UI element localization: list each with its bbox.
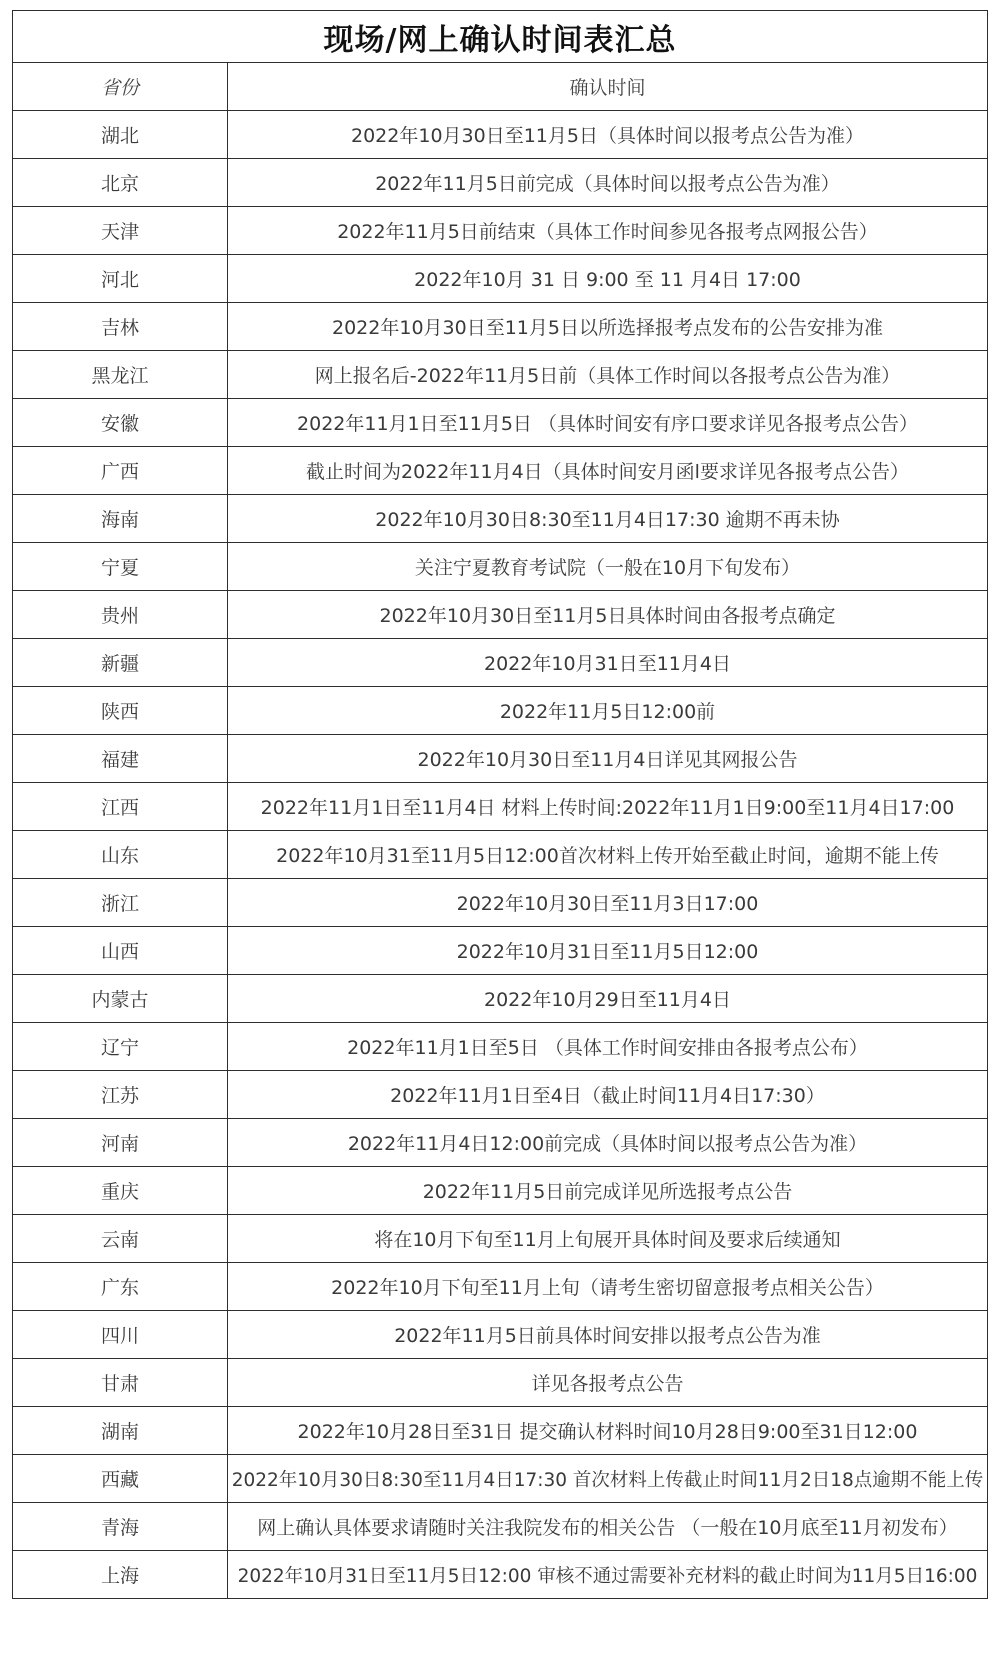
province-cell: 海南 [13, 495, 228, 543]
province-cell: 广西 [13, 447, 228, 495]
confirmation-time-cell: 2022年10月 31 日 9:00 至 11 月4日 17:00 [228, 255, 988, 303]
table-row [13, 831, 988, 879]
province-column-header: 省份 [13, 63, 228, 111]
confirmation-time-cell: 2022年10月30日至11月5日（具体时间以报考点公告为准） [228, 111, 988, 159]
table-body [13, 111, 988, 1599]
table-row [13, 255, 988, 303]
table-row [13, 303, 988, 351]
confirmation-time-cell: 2022年11月5日前完成详见所选报考点公告 [228, 1167, 988, 1215]
table-row [13, 447, 988, 495]
confirmation-time-cell: 详见各报考点公告 [228, 1359, 988, 1407]
confirmation-time-cell: 网上报名后-2022年11月5日前（具体工作时间以各报考点公告为准） [228, 351, 988, 399]
table-row [13, 975, 988, 1023]
province-cell: 辽宁 [13, 1023, 228, 1071]
confirmation-time-cell: 2022年11月1日至4日（截止时间11月4日17:30） [228, 1071, 988, 1119]
confirmation-time-cell: 2022年10月下旬至11月上旬（请考生密切留意报考点相关公告） [228, 1263, 988, 1311]
province-cell: 山西 [13, 927, 228, 975]
table-row [13, 111, 988, 159]
province-cell: 浙江 [13, 879, 228, 927]
confirmation-time-cell: 2022年11月1日至11月5日 （具体时间安有序口要求详见各报考点公告） [228, 399, 988, 447]
time-column-header: 确认时间 [228, 63, 988, 111]
province-cell: 河南 [13, 1119, 228, 1167]
table-row [13, 687, 988, 735]
table-row [13, 639, 988, 687]
table-row [13, 351, 988, 399]
province-cell: 四川 [13, 1311, 228, 1359]
table-row [13, 1359, 988, 1407]
table-row [13, 879, 988, 927]
confirmation-time-cell: 2022年10月30日至11月3日17:00 [228, 879, 988, 927]
confirmation-time-cell: 2022年10月30日至11月5日具体时间由各报考点确定 [228, 591, 988, 639]
table-row [13, 1551, 988, 1599]
header-row [13, 63, 988, 111]
province-cell: 黑龙江 [13, 351, 228, 399]
table-row [13, 1263, 988, 1311]
confirmation-time-cell: 2022年10月29日至11月4日 [228, 975, 988, 1023]
province-cell: 福建 [13, 735, 228, 783]
table-row [13, 159, 988, 207]
table-row [13, 1215, 988, 1263]
confirmation-time-cell: 2022年10月31至11月5日12:00首次材料上传开始至截止时间，逾期不能上传 [228, 831, 988, 879]
confirmation-time-cell: 2022年11月5日前完成（具体时间以报考点公告为准） [228, 159, 988, 207]
province-cell: 北京 [13, 159, 228, 207]
province-cell: 山东 [13, 831, 228, 879]
table-row [13, 399, 988, 447]
confirmation-time-cell: 网上确认具体要求请随时关注我院发布的相关公告 （一般在10月底至11月初发布） [228, 1503, 988, 1551]
province-cell: 安徽 [13, 399, 228, 447]
province-cell: 河北 [13, 255, 228, 303]
province-cell: 陕西 [13, 687, 228, 735]
province-cell: 江苏 [13, 1071, 228, 1119]
confirmation-time-cell: 2022年11月5日前结束（具体工作时间参见各报考点网报公告） [228, 207, 988, 255]
confirmation-time-cell: 2022年10月31日至11月5日12:00 [228, 927, 988, 975]
confirmation-time-cell: 关注宁夏教育考试院（一般在10月下旬发布） [228, 543, 988, 591]
table-row [13, 1503, 988, 1551]
confirmation-schedule-table [12, 10, 988, 1599]
confirmation-time-cell: 2022年10月31日至11月4日 [228, 639, 988, 687]
province-cell: 湖北 [13, 111, 228, 159]
province-cell: 湖南 [13, 1407, 228, 1455]
province-cell: 天津 [13, 207, 228, 255]
confirmation-time-cell: 2022年11月4日12:00前完成（具体时间以报考点公告为准） [228, 1119, 988, 1167]
province-cell: 重庆 [13, 1167, 228, 1215]
province-cell: 甘肃 [13, 1359, 228, 1407]
table-row [13, 207, 988, 255]
table-row [13, 1455, 988, 1503]
table-row [13, 1407, 988, 1455]
table-row [13, 783, 988, 831]
table-row [13, 495, 988, 543]
province-cell: 西藏 [13, 1455, 228, 1503]
confirmation-time-cell: 2022年10月30日8:30至11月4日17:30 首次材料上传截止时间11月2日18点逾期不能上传 [228, 1455, 988, 1503]
province-cell: 江西 [13, 783, 228, 831]
province-cell: 贵州 [13, 591, 228, 639]
province-cell: 上海 [13, 1551, 228, 1599]
table-row [13, 1167, 988, 1215]
confirmation-time-cell: 2022年10月30日至11月5日以所选择报考点发布的公告安排为准 [228, 303, 988, 351]
province-cell: 宁夏 [13, 543, 228, 591]
confirmation-time-cell: 2022年10月31日至11月5日12:00 审核不通过需要补充材料的截止时间为11月5日16:00 [228, 1551, 988, 1599]
confirmation-time-cell: 2022年10月30日至11月4日详见其网报公告 [228, 735, 988, 783]
province-cell: 吉林 [13, 303, 228, 351]
province-cell: 广东 [13, 1263, 228, 1311]
table-row [13, 543, 988, 591]
province-cell: 内蒙古 [13, 975, 228, 1023]
province-cell: 新疆 [13, 639, 228, 687]
province-cell: 青海 [13, 1503, 228, 1551]
confirmation-time-cell: 截止时间为2022年11月4日（具体时间安月函l要求详见各报考点公告） [228, 447, 988, 495]
table-row [13, 1023, 988, 1071]
table-row [13, 1071, 988, 1119]
table-row [13, 1311, 988, 1359]
confirmation-time-cell: 2022年10月28日至31日 提交确认材料时间10月28日9:00至31日12:00 [228, 1407, 988, 1455]
table-row [13, 927, 988, 975]
confirmation-time-cell: 2022年11月5日前具体时间安排以报考点公告为准 [228, 1311, 988, 1359]
table-title: 现场/网上确认时间表汇总 [13, 11, 988, 63]
table-row [13, 1119, 988, 1167]
confirmation-time-cell: 将在10月下旬至11月上旬展开具体时间及要求后续通知 [228, 1215, 988, 1263]
table-row [13, 735, 988, 783]
confirmation-time-cell: 2022年10月30日8:30至11月4日17:30 逾期不再未协 [228, 495, 988, 543]
confirmation-time-cell: 2022年11月1日至11月4日 材料上传时间:2022年11月1日9:00至11月4日17:00 [228, 783, 988, 831]
table-row [13, 591, 988, 639]
confirmation-time-cell: 2022年11月5日12:00前 [228, 687, 988, 735]
title-row [13, 11, 988, 63]
province-cell: 云南 [13, 1215, 228, 1263]
confirmation-time-cell: 2022年11月1日至5日 （具体工作时间安排由各报考点公布） [228, 1023, 988, 1071]
